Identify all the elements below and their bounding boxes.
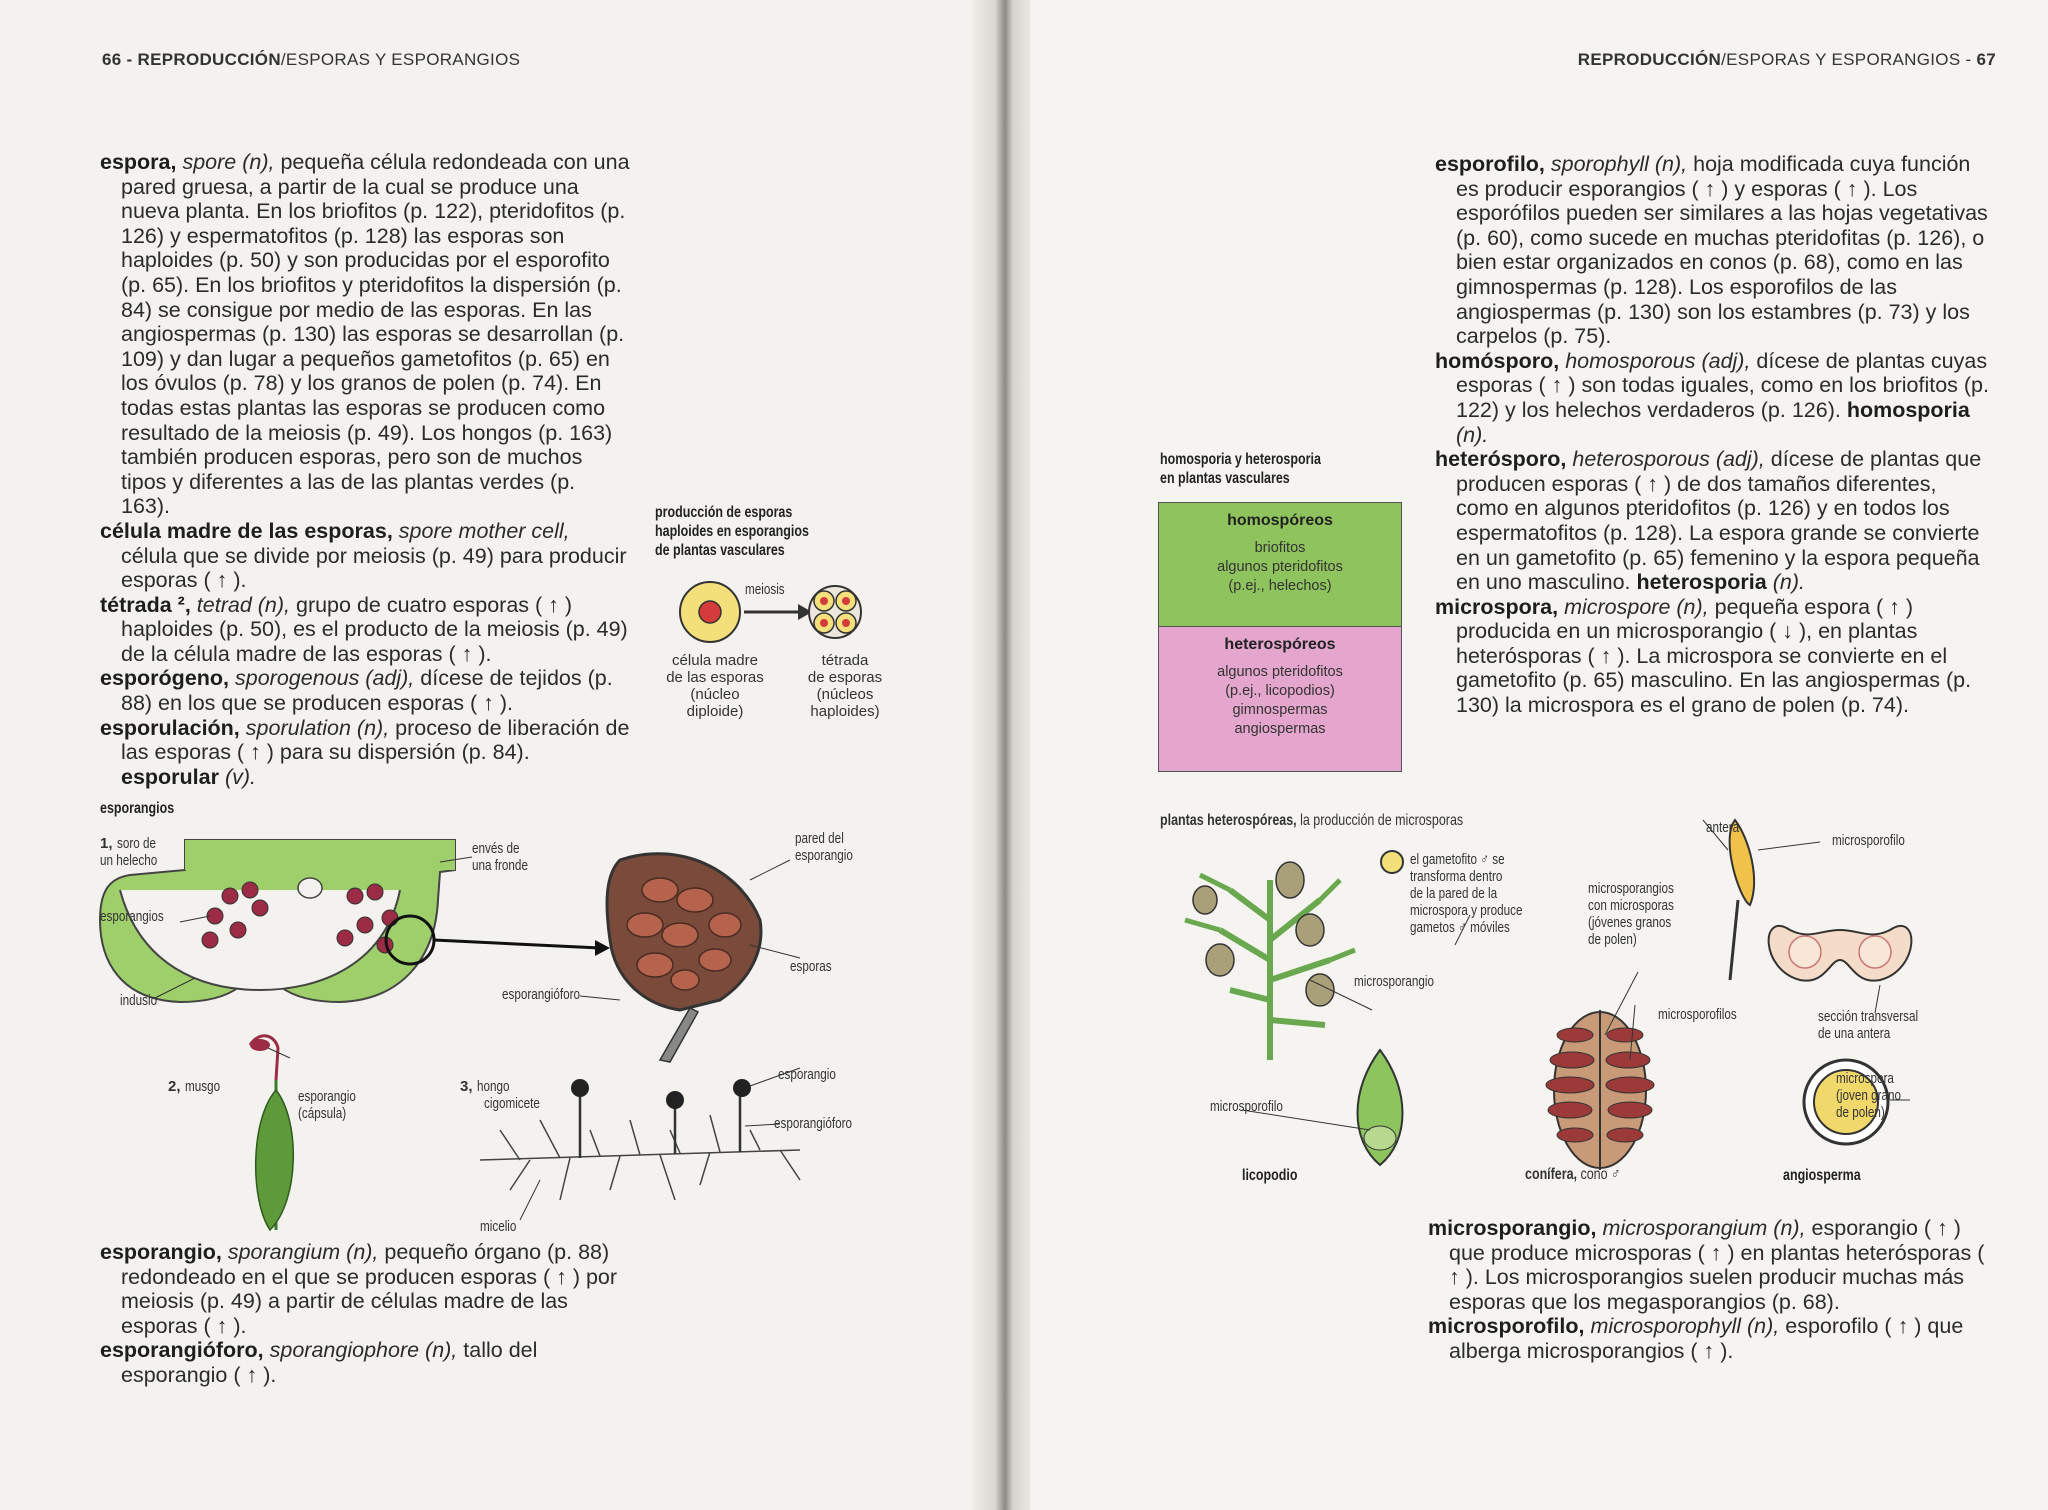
fig-homo-title: homosporia y heterosporia en plantas vasculares	[1160, 451, 1321, 487]
entry-translation: spore (n),	[182, 150, 275, 174]
caption-conifera: conífera, cono ♂	[1525, 1166, 1621, 1183]
label-indusio: indusio	[120, 992, 158, 1009]
glossary-entry	[1435, 152, 1993, 349]
entry-definition: pequeña célula redondeada con una pared gruesa, a partir de la cual se produce una nueva planta. En los briofitos (p. 122), pteridofitos (p. 126) y espermatofitos (p. 128) las esporas son haploides (p. 50) y son producidas por el esporofito (p. 65). En los briofitos y pteridofitos la dispersión (p. 84) se consigue por medio de las esporas. En las angiospermas (p. 130) las esporas se desarrollan (p. 109) y dan lugar a pequeños gametofitos (p. 65) en los óvulos (p. 78) y los granos de polen (p. 74). En todas estas plantas las esporas se producen como resultado de la meiosis (p. 49). Los hongos (p. 163) también producen esporas, pero son de muchos tipos y diferentes a las de las plantas verdes (p. 163).	[121, 150, 630, 519]
entry-definition: proceso de liberación de las esporas ( ↑ ) para su dispersión (p. 84).	[121, 715, 630, 765]
glossary-entry	[1435, 447, 1993, 595]
label-fern-sorus: 1, soro de un helecho	[100, 835, 158, 869]
entry-headword-derived: homosporia	[1846, 397, 1970, 422]
mother-cell-label: célula madre de las esporas (núcleo diploide)	[666, 652, 764, 720]
entry-headword: célula madre de las esporas,	[100, 518, 393, 543]
fungus-mycelium-icon	[480, 1115, 800, 1200]
entry-headword: esporulación,	[100, 715, 240, 740]
label-microsporangio: microsporangio	[1354, 973, 1434, 990]
entry-definition: esporofilo ( ↑ ) que alberga microsporangios ( ↑ ).	[1449, 1314, 1964, 1363]
entry-translation: sporangiophore (n),	[269, 1338, 458, 1363]
fig-hetero-title: plantas heterospóreas, la producción de microsporas	[1160, 812, 1464, 829]
entry-definition: esporangio ( ↑ ) que produce microsporas ( ↑ ) en plantas heterósporas ( ↑ ). Los microsporangios suelen producir muchas más esporas que los megasporangios (p. 68).	[1449, 1216, 1985, 1314]
entry-definition: dícese de plantas que producen esporas ( ↑ ) de dos tamaños diferentes, como en algunos pteridofitos (p. 126) y en todos los espermatofitos (p. 128). La espora grande se convierte en un gametofito (p. 65) femenino y la espora pequeña en uno masculino.	[1456, 447, 1982, 595]
entry-definition: dícese de tejidos (p. 88) en los que se producen esporas ( ↑ ).	[121, 666, 613, 716]
label-esporas: esporas	[790, 958, 832, 975]
label-micelio: micelio	[480, 1218, 517, 1235]
entries-bottom-right	[1428, 1216, 1993, 1364]
entry-headword: tétrada ²,	[100, 592, 191, 617]
running-head-bold: REPRODUCCIÓN	[1577, 50, 1722, 69]
label-microsporangios: microsporangios con microsporas (jóvenes granos de polen)	[1588, 880, 1674, 948]
entry-definition: pequeña espora ( ↑ ) producida en un microsporangio ( ↓ ), en plantas heterósporas ( ↑ ). La microspora se convierte en el gametofito (p. 65) masculino. En las angiospermas (p. 130) la microspora es el grano de polen (p. 74).	[1456, 594, 1972, 718]
heterosporous-illustration	[1160, 820, 2000, 1180]
entry-definition: dícese de plantas cuyas esporas ( ↑ ) son todas iguales, como en los briofitos (p. 122) y los helechos verdaderos (p. 126).	[1456, 348, 1989, 422]
label-fungus-sporangiophore: esporangióforo	[774, 1115, 853, 1132]
sporangia-illustration	[100, 830, 860, 1250]
anther-icon	[1730, 820, 1754, 980]
gametophyte-icon	[1381, 851, 1403, 873]
entry-translation: microsporangium (n),	[1602, 1216, 1806, 1240]
label-frond-underside: envés de una fronde	[472, 840, 528, 874]
moss-leaves-icon	[256, 1090, 294, 1230]
label-gametophyte: el gametofito ♂ se transforma dentro de la pared de la microspora y produce gametos ♂ móviles	[1410, 851, 1523, 936]
fig-sporangia-title: esporangios	[100, 800, 175, 817]
entry-translation-derived: (n).	[1456, 422, 1489, 447]
glossary-entry	[1428, 1314, 1993, 1363]
glossary-entry	[100, 519, 630, 593]
entry-headword: esporangióforo,	[100, 1338, 264, 1363]
zoom-arrow-icon	[434, 940, 600, 948]
label-moss: 2, musgo	[168, 1078, 220, 1095]
entry-headword: microsporofilo,	[1428, 1314, 1585, 1339]
entry-definition: célula que se divide por meiosis (p. 49) para producir esporas ( ↑ ).	[121, 543, 627, 593]
label-microsporofilo-left: microsporofilo	[1210, 1098, 1283, 1115]
homosporous-heading: homospóreos	[1227, 512, 1333, 529]
label-capsule: esporangio (cápsula)	[298, 1088, 356, 1122]
heterosporous-heading: heterospóreos	[1224, 636, 1336, 653]
entry-headword: esporógeno,	[100, 666, 230, 691]
entry-headword-derived: esporular	[121, 764, 219, 789]
glossary-entry	[100, 666, 630, 715]
entry-headword: heterósporo,	[1435, 447, 1567, 472]
entry-translation-derived: (n).	[1772, 570, 1805, 595]
label-fungus: 3, hongo cigomicete	[460, 1078, 540, 1112]
entry-definition: grupo de cuatro esporas ( ↑ ) haploides (p. 50), es el producto de la meiosis (p. 49) de la célula madre de las esporas ( ↑ ).	[121, 592, 628, 666]
label-antera: antera	[1706, 819, 1740, 836]
entry-headword: esporangio,	[100, 1240, 222, 1264]
glossary-entry	[100, 716, 630, 790]
glossary-entry	[100, 593, 630, 667]
fig-spores-title: producción de esporas haploides en esporangios de plantas vasculares	[655, 504, 809, 559]
glossary-entry	[100, 150, 630, 519]
running-head-left	[102, 50, 520, 70]
entries-top-right	[1435, 152, 1993, 718]
entry-translation: sporophyll (n),	[1550, 152, 1688, 176]
page-number: 67	[1976, 50, 1996, 69]
entries-bottom-left	[100, 1240, 630, 1388]
lycopod-icon	[1185, 862, 1403, 1165]
entry-translation: sporogenous (adj),	[235, 666, 415, 691]
caption-licopodio: licopodio	[1242, 1167, 1298, 1184]
left-page	[0, 0, 980, 1510]
entry-definition: tallo del esporangio ( ↑ ).	[121, 1338, 538, 1387]
entry-translation: sporangium (n),	[227, 1240, 379, 1264]
conifer-cone-icon	[1546, 1010, 1654, 1170]
entry-headword: espora,	[100, 150, 177, 174]
label-cross-section: sección transversal de una antera	[1818, 1008, 1919, 1042]
glossary-entry	[1435, 349, 1993, 447]
book-gutter	[972, 0, 1038, 1510]
label-sporangium-wall: pared del esporangio	[795, 830, 853, 864]
entry-translation: microspore (n),	[1564, 594, 1709, 619]
label-microsporofilo-top: microsporofilo	[1832, 832, 1905, 849]
entry-translation: tetrad (n),	[196, 592, 290, 617]
glossary-entry	[100, 1240, 630, 1338]
label-esporangios: esporangios	[100, 908, 164, 925]
running-head-right	[1578, 50, 1996, 70]
running-head-rest: /ESPORAS Y ESPORANGIOS -	[1721, 50, 1977, 69]
glossary-entry	[100, 1338, 630, 1387]
entry-definition: pequeño órgano (p. 88) redondeado en el que se producen esporas ( ↑ ) por meiosis (p. 49) a partir de células madre de las esporas ( ↑ ).	[121, 1240, 618, 1338]
heterosporous-cell: heterospóreos algunos pteridofitos (p.ej., licopodios) gimnospermas angiospermas	[1159, 627, 1401, 771]
homo-hetero-table	[1158, 502, 1402, 772]
entries-top-left	[100, 150, 630, 789]
tetrad-label: tétrada de esporas (núcleos haploides)	[807, 652, 883, 720]
label-microspora: microspora (joven grano de polen)	[1836, 1070, 1902, 1121]
entry-translation: homosporous (adj),	[1565, 348, 1751, 373]
glossary-entry	[1428, 1216, 1993, 1314]
entry-translation: sporulation (n),	[245, 715, 390, 740]
entry-headword: microsporangio,	[1428, 1216, 1597, 1240]
caption-angiosperma: angiosperma	[1783, 1167, 1861, 1184]
homosporous-cell: homospóreos briofitos algunos pteridofitos (p.ej., helechos)	[1159, 503, 1401, 627]
entry-translation: microsporophyll (n),	[1590, 1314, 1780, 1339]
meiosis-label: meiosis	[745, 581, 785, 598]
running-head-rest: /ESPORAS Y ESPORANGIOS	[280, 50, 521, 69]
entry-translation-derived: (v).	[224, 764, 257, 789]
label-sporangiophore: esporangióforo	[502, 986, 581, 1003]
glossary-entry	[1435, 595, 1993, 718]
entry-definition: hoja modificada cuya función es producir esporangios ( ↑ ) y esporas ( ↑ ). Los esporófilos pueden ser similares a las hojas vegetativas (p. 60), como sucede en muchas pteridofitas (p. 126), o bien estar organizados en conos (p. 68), como en las gimnospermas (p. 128). Los esporofilos de las angiospermas (p. 130) son los estambres (p. 73) y los carpelos (p. 75).	[1456, 152, 1988, 349]
entry-headword: homósporo,	[1435, 348, 1560, 373]
diploid-nucleus-icon	[699, 601, 721, 623]
anther-section-icon	[1769, 926, 1912, 981]
entry-translation: spore mother cell,	[398, 518, 570, 543]
entry-headword-derived: heterosporia	[1636, 570, 1767, 595]
label-microsporofilos: microsporofilos	[1658, 1006, 1737, 1023]
label-fungus-sporangium: esporangio	[778, 1066, 836, 1083]
entry-headword: esporofilo,	[1435, 152, 1545, 176]
entry-translation: heterosporous (adj),	[1572, 447, 1765, 472]
entry-headword: microspora,	[1435, 594, 1559, 619]
running-head-bold: 66 - REPRODUCCIÓN	[102, 50, 281, 69]
